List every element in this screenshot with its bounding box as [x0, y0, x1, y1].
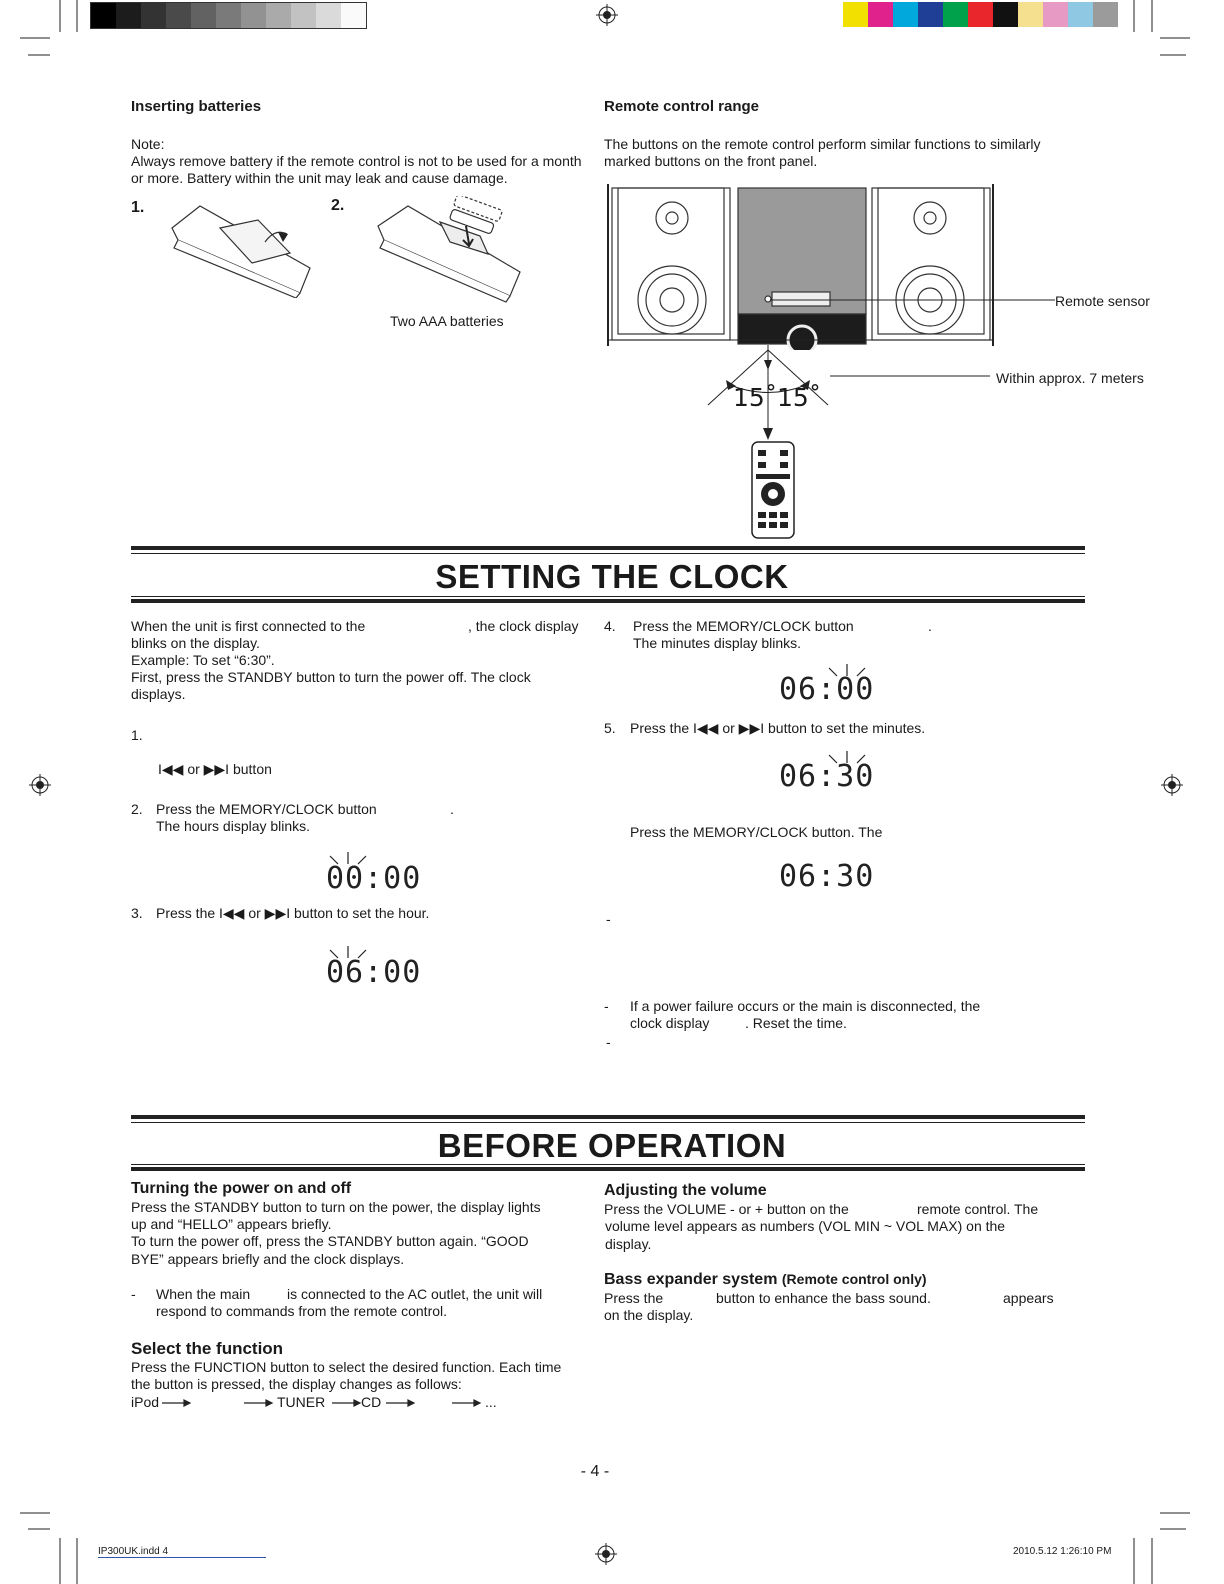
volume-text-line: volume level appears as numbers (VOL MIN ~ VOL MAX) on the [605, 1218, 1006, 1234]
registration-mark-icon [596, 4, 618, 26]
section-rule [131, 553, 1085, 554]
bullet-dash: - [604, 998, 609, 1014]
section-rule [131, 546, 1085, 550]
bass-heading-sub: (Remote control only) [781, 1271, 927, 1287]
section-rule [131, 1167, 1085, 1171]
step-number: 4. [604, 618, 616, 634]
step-4-period: . [928, 618, 932, 634]
power-note-line: respond to commands from the remote control. [156, 1303, 448, 1319]
step-number: 5. [604, 720, 616, 736]
step-3-text: Press the I◀◀ or ▶▶I button to set the hour. [156, 905, 430, 921]
batteries-caption: Two AAA batteries [390, 313, 504, 329]
power-failure-note: If a power failure occurs or the main is disconnected, the [630, 998, 981, 1014]
step-6-text: Press the MEMORY/CLOCK button. The [630, 824, 883, 840]
setting-clock-title: SETTING THE CLOCK [435, 558, 789, 595]
power-failure-note: . Reset the time. [745, 1015, 847, 1031]
volume-heading: Adjusting the volume [604, 1182, 767, 1199]
bass-text-line: button to enhance the bass sound. [716, 1290, 931, 1306]
power-note-line: When the main [156, 1286, 251, 1302]
clock-intro-line: When the unit is first connected to the [131, 618, 366, 634]
remote-sensor-label: Remote sensor [1055, 293, 1150, 309]
power-text-line: To turn the power off, press the STANDBY button again. “GOOD [131, 1233, 529, 1249]
bass-heading-main: Bass expander system [604, 1271, 778, 1288]
clock-display-final: 06:30 [779, 859, 875, 894]
remote-control-illustration [750, 440, 796, 540]
volume-text-line: Press the VOLUME - or + button on the [604, 1201, 849, 1217]
clock-intro-line: Example: To set “6:30”. [131, 652, 275, 668]
range-distance-label: Within approx. 7 meters [996, 370, 1144, 386]
bullet-dash: - [606, 911, 611, 927]
section-rule [131, 1115, 1085, 1119]
clock-display-minutes-blink: 06:00 [779, 672, 875, 707]
step-number: 1. [131, 199, 145, 216]
clock-intro-line: First, press the STANDBY button to turn the power off. The clock [131, 669, 531, 685]
step-2-text: The hours display blinks. [156, 818, 311, 834]
power-text-line: Press the STANDBY button to turn on the power, the display lights [131, 1199, 541, 1215]
volume-text-line: display. [605, 1236, 652, 1252]
step-4-text: The minutes display blinks. [633, 635, 802, 651]
clock-intro-line: , the clock display [468, 618, 579, 634]
bass-text-line: Press the [604, 1290, 664, 1306]
function-cd: CD [361, 1394, 382, 1410]
step-2-text: Press the MEMORY/CLOCK button [156, 801, 377, 817]
angle-right-label: 15˚ [777, 383, 822, 412]
clock-display-hours-blink: 00:00 [326, 861, 422, 896]
clock-intro-line: displays. [131, 686, 186, 702]
step-number: 2. [331, 197, 345, 214]
note-text-line: or more. Battery within the unit may leak and cause damage. [131, 170, 508, 186]
function-ipod: iPod [131, 1394, 160, 1410]
bullet-dash: - [606, 1034, 611, 1050]
clock-intro-line: blinks on the display. [131, 635, 260, 651]
battery-cover-removal-illustration [160, 198, 320, 298]
step-number: 3. [131, 905, 143, 921]
section-rule [131, 1122, 1085, 1123]
step-number: 2. [131, 801, 143, 817]
power-text-line: BYE” appears briefly and the clock displays. [131, 1251, 405, 1267]
print-timestamp: 2010.5.12 1:26:10 PM [1013, 1546, 1112, 1557]
power-note-line: is connected to the AC outlet, the unit will [287, 1286, 543, 1302]
section-rule [131, 596, 1085, 597]
power-text-line: up and “HELLO” appears briefly. [131, 1216, 332, 1232]
range-text-line: The buttons on the remote control perform similar functions to similarly [604, 136, 1041, 152]
registration-mark-icon [1161, 774, 1183, 796]
function-more: ... [485, 1394, 497, 1410]
bullet-dash: - [131, 1286, 136, 1302]
remote-range-heading: Remote control range [604, 98, 760, 115]
file-name-slug: IP300UK.indd 4 [98, 1546, 266, 1558]
registration-mark-icon [595, 1543, 617, 1565]
bass-heading [604, 1271, 927, 1289]
step-2-period: . [450, 801, 454, 817]
function-heading: Select the function [131, 1339, 284, 1358]
inserting-batteries-heading: Inserting batteries [131, 98, 262, 115]
note-label: Note: [131, 136, 165, 152]
bass-text-line: on the display. [604, 1307, 694, 1323]
section-rule [131, 599, 1085, 603]
volume-text-line: remote control. The [917, 1201, 1039, 1217]
step-1-button-text: I◀◀ or ▶▶I button [158, 761, 272, 777]
step-number: 1. [131, 727, 143, 743]
step-5-text: Press the I◀◀ or ▶▶I button to set the minutes. [630, 720, 926, 736]
clock-display-minute-set: 06:30 [779, 759, 875, 794]
range-text-line: marked buttons on the front panel. [604, 153, 818, 169]
page-number: - 4 - [580, 1463, 610, 1480]
function-text-line: Press the FUNCTION button to select the desired function. Each time [131, 1359, 562, 1375]
bass-text-line: appears [1003, 1290, 1054, 1306]
power-failure-note: clock display [630, 1015, 710, 1031]
function-text-line: the button is pressed, the display changes as follows: [131, 1376, 462, 1392]
battery-insertion-illustration [370, 196, 530, 304]
section-rule [131, 1164, 1085, 1165]
note-text-line: Always remove battery if the remote control is not to be used for a month [131, 153, 582, 169]
registration-mark-icon [29, 774, 51, 796]
clock-display-hour-set: 06:00 [326, 955, 422, 990]
angle-left-label: 15˚ [733, 383, 778, 412]
power-heading: Turning the power on and off [131, 1180, 352, 1197]
function-arrows [160, 1396, 490, 1410]
before-operation-title: BEFORE OPERATION [437, 1127, 787, 1164]
step-4-text: Press the MEMORY/CLOCK button [633, 618, 854, 634]
function-tuner: TUNER [277, 1394, 326, 1410]
